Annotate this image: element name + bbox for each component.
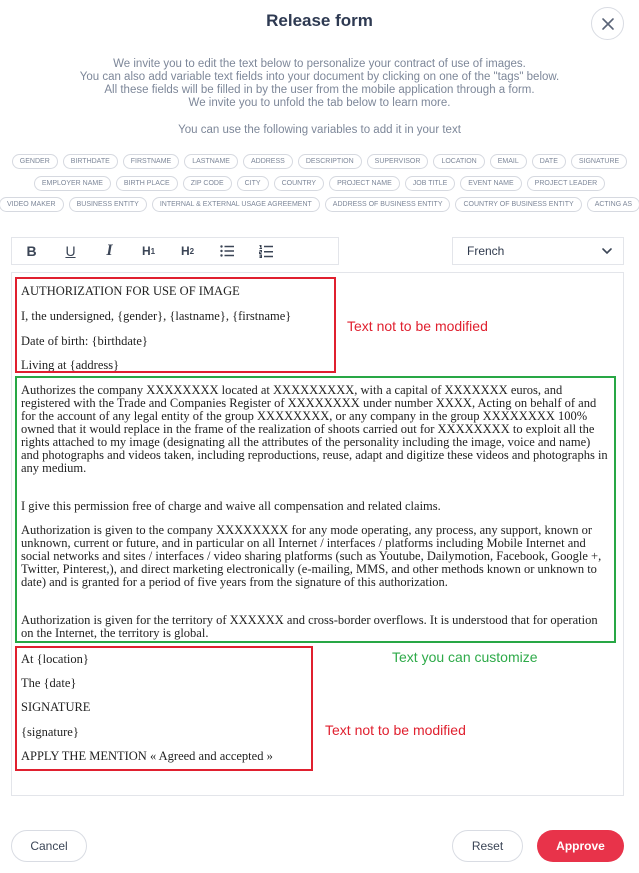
doc-paragraph: Authorizes the company XXXXXXXX located at XXXXXXXXX, with a capital of XXXXXXX euros, and registered with the Trade and Companies Register of XXXXXXXX under number XXXX, Acting on behalf of and for the account of any legal entity of the group XXXXXXXX, or any company in the group XXXXXXXX 100% owned that it would replace in the frame of the realization of shoots carried out for XXXXXXXX to exploit all the rights attached to my image (designating all the attributes of the personality including the image, voice and name) and photographs and videos taken, including reproductions, reuse, adapt and digitize these videos and photographs in any medium. <box>21 383 608 475</box>
protected-text-box-bottom <box>15 646 313 771</box>
tag-email[interactable]: EMAIL <box>490 154 527 169</box>
tag-address[interactable]: ADDRESS <box>243 154 293 169</box>
italic-button[interactable]: I <box>106 242 113 259</box>
doc-line: Living at {address} <box>21 358 120 372</box>
tag-acting-as[interactable]: ACTING AS <box>587 197 639 212</box>
tag-country[interactable]: COUNTRY <box>274 176 324 191</box>
annotation-middle: Text you can customize <box>392 649 538 665</box>
doc-line: Date of birth: {birthdate} <box>21 334 148 348</box>
heading-1-sub: 1 <box>150 246 156 256</box>
tag-zip-code[interactable]: ZIP CODE <box>183 176 232 191</box>
heading-1-label: H <box>141 244 151 258</box>
customizable-text-box <box>15 376 616 643</box>
doc-paragraph: Authorization is given to the company XXXXXXXX for any mode operating, any process, any support, known or unknown, current or future, and in particular on all Internet / interfaces / platforms including Mobile Internet and social networks and sites / interfaces / video sharing platforms (such as Youtube, Dailymotion, Facebook, Google +, Twitter, Pinterest,), and direct marketing electronically (e-mailing, MMS, and other methods known or unknown to date) and is granted for a period of five years from the signature of this authorization. <box>21 523 602 589</box>
tag-firstname[interactable]: FIRSTNAME <box>123 154 179 169</box>
language-value: French <box>467 244 505 258</box>
reset-button[interactable]: Reset <box>452 830 523 862</box>
tag-project-leader[interactable]: PROJECT LEADER <box>527 176 606 191</box>
variables-hint: You can use the following variables to add it in your text <box>178 124 461 136</box>
approve-button[interactable]: Approve <box>537 830 624 862</box>
tag-usage-agreement[interactable]: INTERNAL & EXTERNAL USAGE AGREEMENT <box>152 197 320 212</box>
heading-2-sub: 2 <box>189 246 195 256</box>
tag-location[interactable]: LOCATION <box>433 154 484 169</box>
tag-gender[interactable]: GENDER <box>12 154 58 169</box>
tag-birth-place[interactable]: BIRTH PLACE <box>116 176 178 191</box>
tag-birthdate[interactable]: BIRTHDATE <box>63 154 118 169</box>
tag-supervisor[interactable]: SUPERVISOR <box>367 154 429 169</box>
bold-button[interactable]: B <box>26 243 37 259</box>
doc-line: SIGNATURE <box>21 700 91 714</box>
page-title: Release form <box>266 11 373 30</box>
doc-line: At {location} <box>21 652 89 666</box>
tag-description[interactable]: DESCRIPTION <box>298 154 362 169</box>
doc-line: I, the undersigned, {gender}, {lastname}, {firstname} <box>21 309 292 323</box>
doc-line: APPLY THE MENTION « Agreed and accepted » <box>21 749 273 763</box>
tag-project-name[interactable]: PROJECT NAME <box>329 176 400 191</box>
doc-heading: AUTHORIZATION FOR USE OF IMAGE <box>21 284 240 298</box>
tag-lastname[interactable]: LASTNAME <box>184 154 238 169</box>
tag-signature[interactable]: SIGNATURE <box>571 154 627 169</box>
intro-line: All these fields will be filled in by the user from the mobile application through a form. <box>104 84 535 96</box>
heading-2-label: H <box>180 244 190 258</box>
tag-job-title[interactable]: JOB TITLE <box>405 176 456 191</box>
doc-paragraph: I give this permission free of charge and waive all compensation and related claims. <box>21 499 441 513</box>
doc-line: {signature} <box>21 725 79 739</box>
doc-line: The {date} <box>21 676 77 690</box>
tag-event-name[interactable]: EVENT NAME <box>460 176 521 191</box>
tag-country-business-entity[interactable]: COUNTRY OF BUSINESS ENTITY <box>455 197 581 212</box>
doc-paragraph: Authorization is given for the territory of XXXXXX and cross-border overflows. It is understood that for operation on the Internet, the territory is global. <box>21 613 598 640</box>
tag-video-maker[interactable]: VIDEO MAKER <box>0 197 64 212</box>
intro-line: You can also add variable text fields into your document by clicking on one of the "tags" below. <box>79 71 560 83</box>
underline-button[interactable]: U <box>65 243 76 259</box>
tag-employer-name[interactable]: EMPLOYER NAME <box>34 176 111 191</box>
protected-text-box-top <box>15 277 336 373</box>
cancel-button[interactable]: Cancel <box>11 830 87 862</box>
tag-city[interactable]: CITY <box>237 176 269 191</box>
annotation-bottom: Text not to be modified <box>325 722 466 738</box>
tag-business-entity[interactable]: BUSINESS ENTITY <box>69 197 147 212</box>
annotation-top: Text not to be modified <box>347 318 488 334</box>
tag-address-business-entity[interactable]: ADDRESS OF BUSINESS ENTITY <box>325 197 451 212</box>
intro-line: We invite you to edit the text below to personalize your contract of use of images. <box>113 58 526 70</box>
tag-date[interactable]: DATE <box>532 154 566 169</box>
intro-line: We invite you to unfold the tab below to learn more. <box>188 97 451 109</box>
